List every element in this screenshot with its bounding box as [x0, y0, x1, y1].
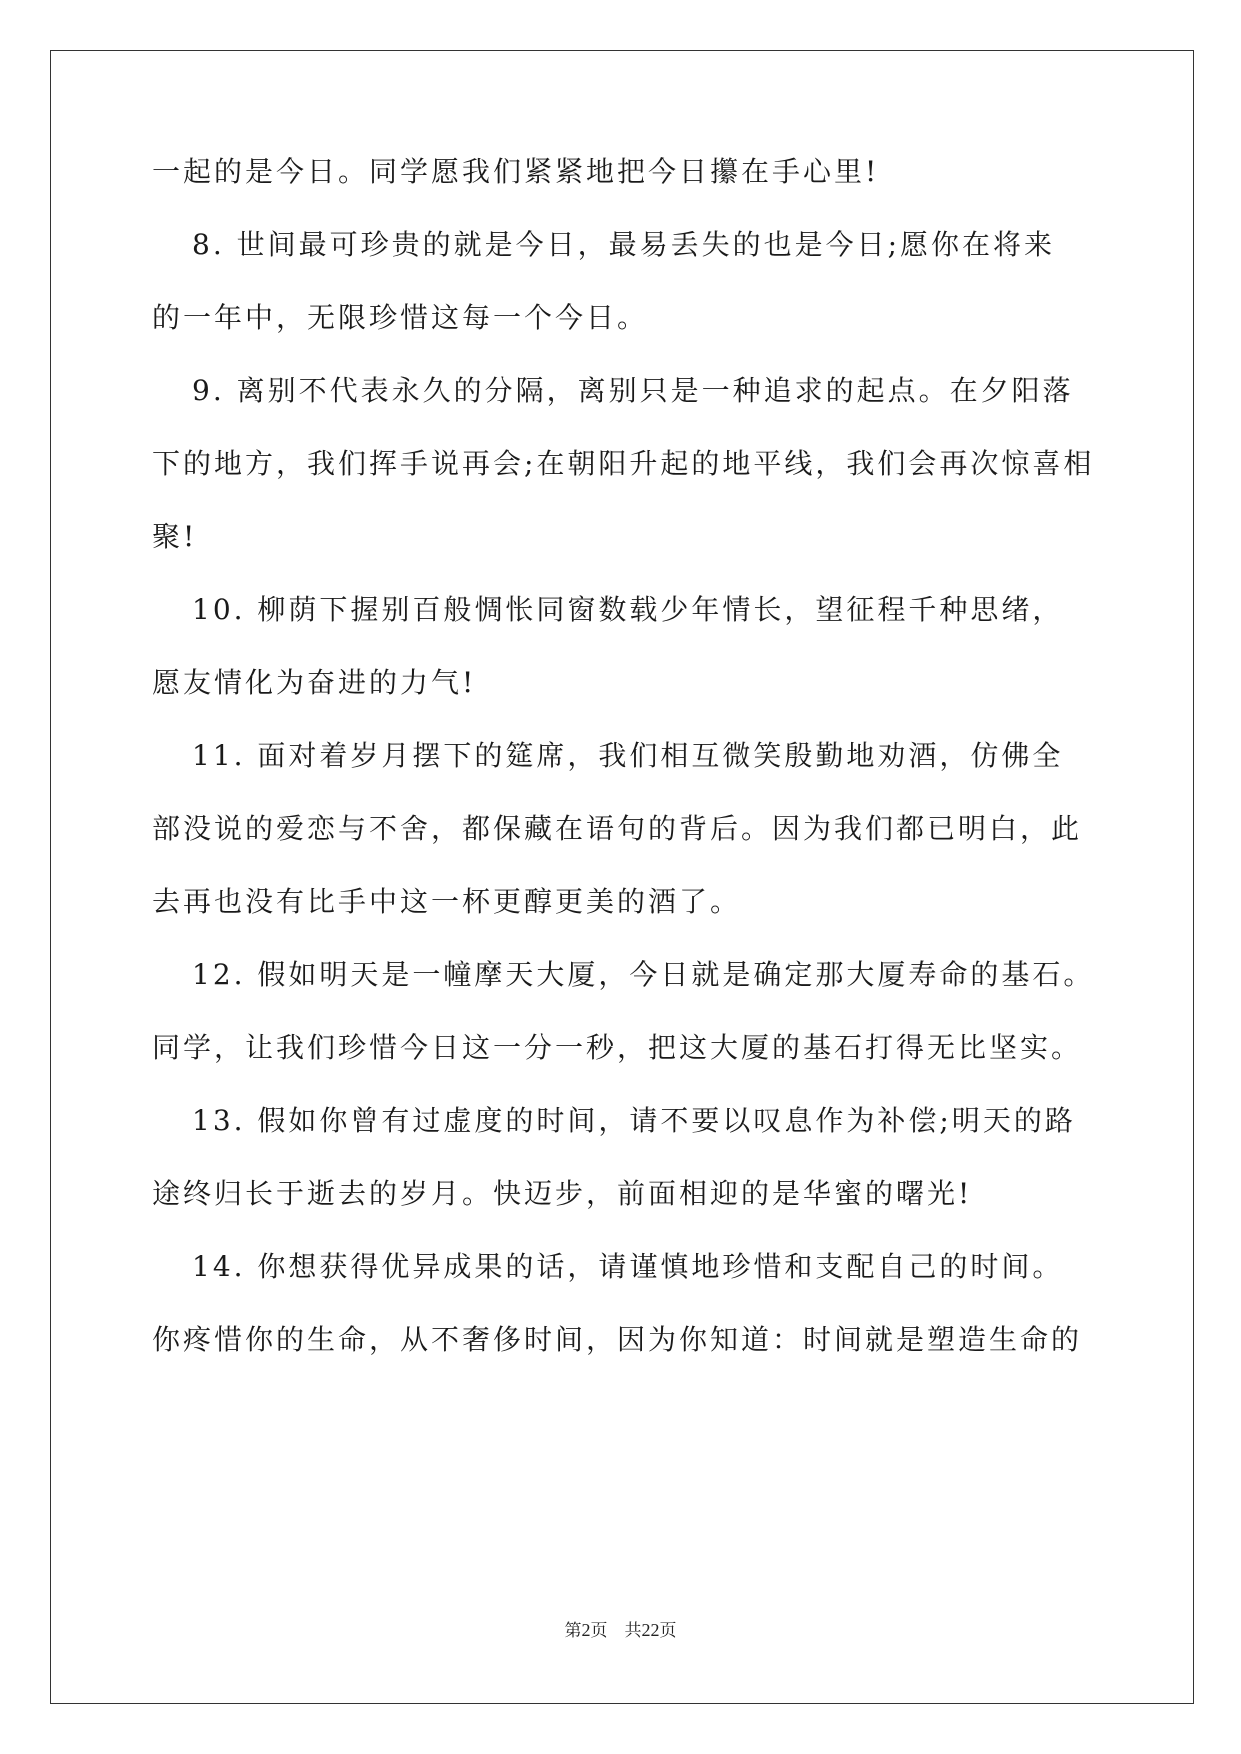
footer-mid: 页 共	[590, 1621, 642, 1641]
text-line: 途终归长于逝去的岁月。快迈步，前面相迎的是华蜜的曙光!	[152, 1177, 973, 1210]
total-page-count: 22	[641, 1620, 660, 1640]
text-line: 一起的是今日。同学愿我们紧紧地把今日攥在手心里!	[152, 155, 880, 188]
text-line: 部没说的爱恋与不舍，都保藏在语句的背后。因为我们都已明白，此	[152, 812, 1083, 845]
text-line: 去再也没有比手中这一杯更醇更美的酒了。	[152, 885, 742, 918]
text-line: 同学，让我们珍惜今日这一分一秒，把这大厦的基石打得无比坚实。	[152, 1031, 1083, 1064]
text-line: 愿友情化为奋进的力气!	[152, 666, 477, 699]
paragraph-line: 8. 世间最可珍贵的就是今日，最易丢失的也是今日;愿你在将来	[192, 228, 1056, 261]
footer-suffix: 页	[659, 1621, 677, 1641]
footer-prefix: 第	[564, 1621, 582, 1641]
paragraph-line: 9. 离别不代表永久的分隔，离别只是一种追求的起点。在夕阳落	[192, 374, 1074, 407]
paragraph-line: 10. 柳荫下握别百般惆怅同窗数载少年情长，望征程千种思绪，	[192, 593, 1064, 626]
text-line: 聚!	[152, 520, 198, 553]
paragraph-line: 12. 假如明天是一幢摩天大厦，今日就是确定那大厦寿命的基石。	[192, 958, 1095, 991]
text-line: 的一年中，无限珍惜这每一个今日。	[152, 301, 649, 334]
text-line: 你疼惜你的生命，从不奢侈时间，因为你知道：时间就是塑造生命的	[152, 1323, 1083, 1356]
paragraph-line: 11. 面对着岁月摆下的筵席，我们相互微笑殷勤地劝酒，仿佛全	[192, 739, 1064, 772]
current-page-number: 2	[581, 1620, 591, 1640]
text-line: 下的地方，我们挥手说再会;在朝阳升起的地平线，我们会再次惊喜相	[152, 447, 1095, 480]
paragraph-line: 14. 你想获得优异成果的话，请谨慎地珍惜和支配自己的时间。	[192, 1250, 1064, 1283]
page-footer	[0, 1618, 1241, 1643]
paragraph-line: 13. 假如你曾有过虚度的时间，请不要以叹息作为补偿;明天的路	[192, 1104, 1076, 1137]
